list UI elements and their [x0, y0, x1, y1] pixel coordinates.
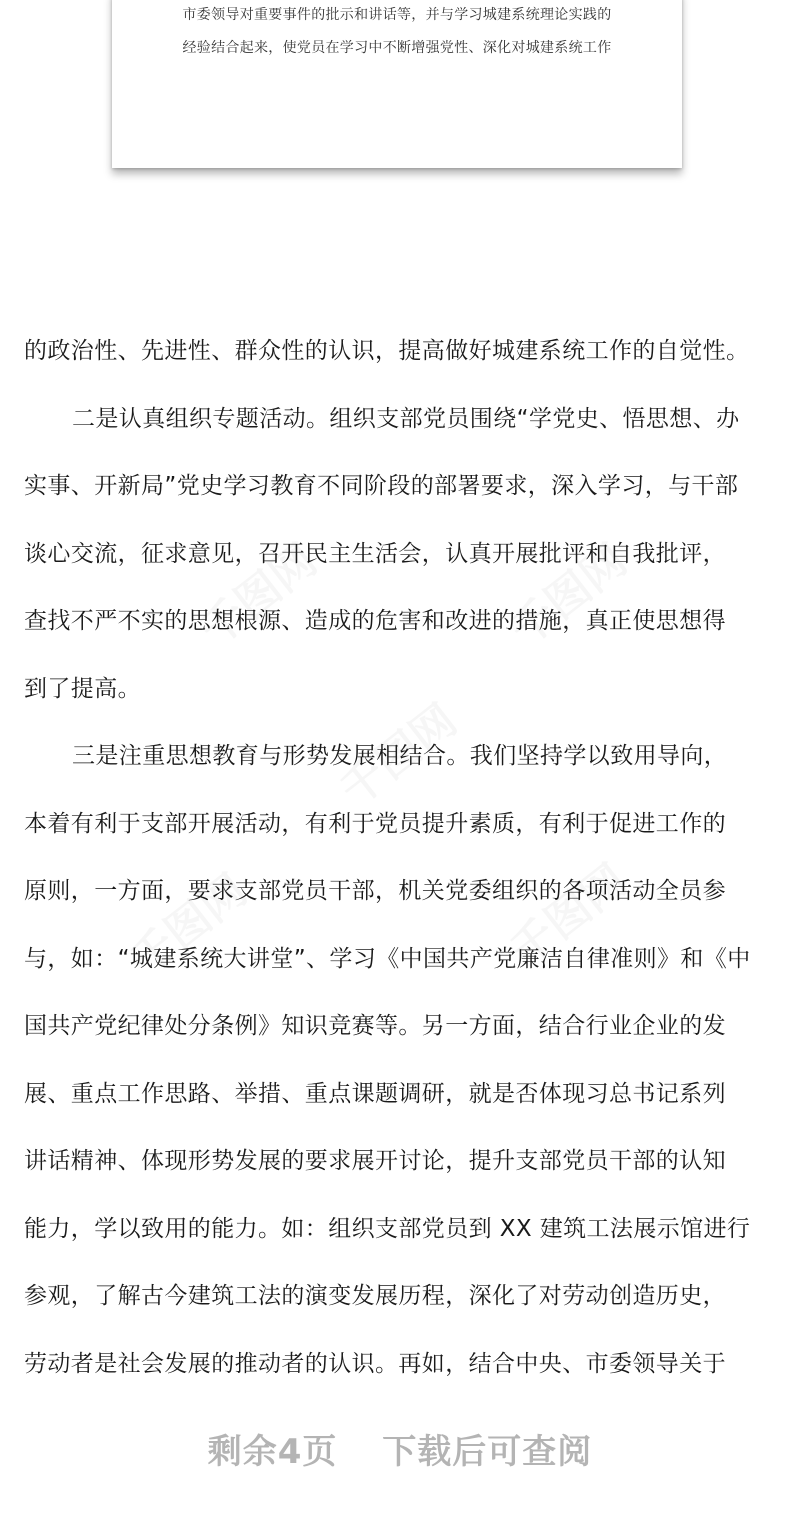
preview-text-line: 经验结合起来，使党员在学习中不断增强党性、深化对城建系统工作: [182, 40, 612, 56]
body-line: 实事、开新局”党史学习教育不同阶段的部署要求，深入学习，与干部: [24, 473, 739, 499]
remaining-pages-text: 剩余4页: [207, 1432, 338, 1472]
body-line: 本着有利于支部开展活动，有利于党员提升素质，有利于促进工作的: [24, 810, 726, 837]
body-line: 原则，一方面，要求支部党员干部，机关党委组织的各项活动全员参: [24, 878, 726, 904]
body-line: 国共产党纪律处分条例》知识竞赛等。另一方面，结合行业企业的发: [24, 1013, 726, 1039]
download-to-view-text[interactable]: 下载后可查阅: [382, 1432, 593, 1472]
document-body: [24, 318, 784, 1398]
preview-text-line: 市委领导对重要事件的批示和讲话等，并与学习城建系统理论实践的: [182, 7, 612, 23]
body-line: 到了提高。: [24, 675, 141, 702]
body-line: 查找不严不实的思想根源、造成的危害和改进的措施，真正使思想得: [24, 608, 726, 634]
body-line: 谈心交流，征求意见，召开民主生活会，认真开展批评和自我批评，: [24, 540, 726, 567]
body-line: 讲话精神、体现形势发展的要求展开讨论，提升支部党员干部的认知: [24, 1148, 726, 1174]
preview-page-card: [112, 0, 682, 168]
paragraph-start-line: 二是认真组织专题活动。组织支部党员围绕“学党史、悟思想、办: [72, 405, 740, 432]
body-line: 的政治性、先进性、群众性的认识，提高做好城建系统工作的自觉性。: [24, 338, 750, 364]
body-line: 展、重点工作思路、举措、重点课题调研，就是否体现习总书记系列: [24, 1080, 726, 1107]
download-prompt[interactable]: [0, 1424, 800, 1473]
body-line: 劳动者是社会发展的推动者的认识。再如，结合中央、市委领导关于: [24, 1350, 726, 1377]
body-line: 参观，了解古今建筑工法的演变发展历程，深化了对劳动创造历史，: [24, 1283, 726, 1309]
paragraph-start-line: 三是注重思想教育与形势发展相结合。我们坚持学以致用导向，: [72, 743, 728, 769]
body-line: 能力，学以致用的能力。如：组织支部党员到 XX 建筑工法展示馆进行: [24, 1215, 751, 1242]
body-line: 与，如：“城建系统大讲堂”、学习《中国共产党廉洁自律准则》和《中: [24, 945, 751, 972]
